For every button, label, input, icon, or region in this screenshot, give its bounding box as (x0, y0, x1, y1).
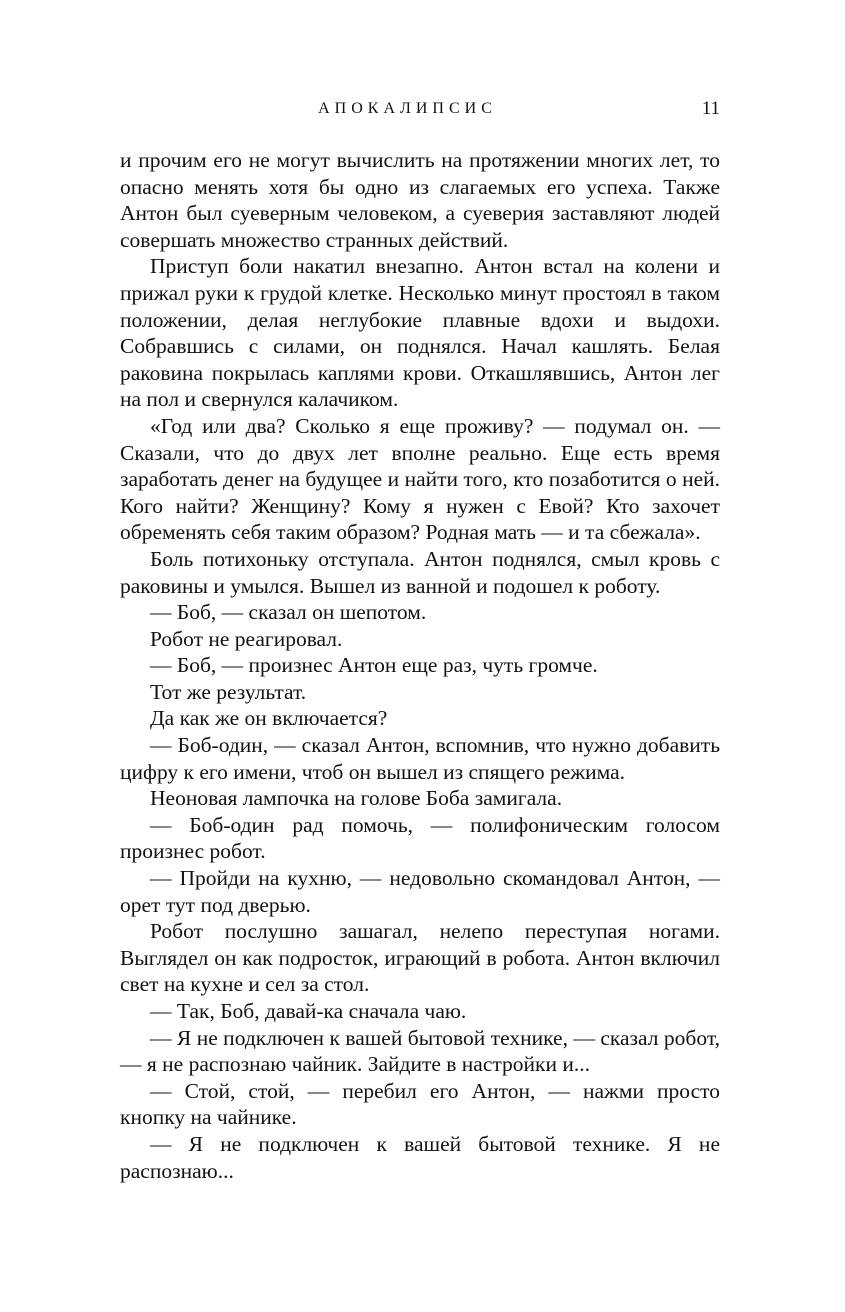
dialogue-line: — Боб-один рад помочь, — полифоническим голосом произнес робот. (120, 812, 720, 864)
dialogue-line: — Пройди на кухню, — недовольно скомандовал Антон, — орет тут под дверью. (120, 866, 720, 917)
paragraph: Боль потихоньку отступала. Антон поднялся, смыл кровь с раковины и умылся. Вышел из ванной и подошел к роботу. (120, 546, 720, 598)
running-header (0, 94, 845, 124)
dialogue-line: — Я не подключен к вашей бытовой технике. Я не распознаю... (120, 1131, 720, 1183)
paragraph: Приступ боли накатил внезапно. Антон встал на колени и прижал руки к грудой клетке. Несколько минут простоял в таком положении, делая неглубокие плавные вдохи и выдохи. Собравшись с силами, он поднялся. Начал кашлять. Белая раковина покрылась каплями крови. Откашлявшись, Антон лег на пол и свернулся калачиком. (120, 254, 720, 412)
dialogue-line: — Боб, — произнес Антон еще раз, чуть громче. (150, 653, 598, 678)
paragraph: Неоновая лампочка на голове Боба замигала. (150, 786, 563, 811)
paragraph: и прочим его не могут вычислить на протяжении многих лет, то опасно менять хотя бы одно из слагаемых его успеха. Также Антон был суеверным человеком, а суеверия заставляют людей совершать множество странных действий. (120, 148, 720, 252)
paragraph: «Год или два? Сколько я еще проживу? — подумал он. — Сказали, что до двух лет вполне реально. Еще есть время заработать денег на будущее и найти того, кто позаботится о ней. Кого найти? Женщину? Кому я нужен с Евой? Кто захочет обременять себя таким образом? Родная мать — и та сбежала». (120, 413, 720, 545)
paragraph: Робот не реагировал. (150, 626, 343, 651)
paragraph: Да как же он включается? (150, 706, 388, 731)
dialogue-line: — Боб, — сказал он шепотом. (150, 600, 427, 625)
page-number: 11 (701, 98, 720, 119)
body-text (120, 147, 720, 1184)
dialogue-line: — Так, Боб, давай-ка сначала чаю. (150, 999, 467, 1023)
dialogue-line: — Я не подключен к вашей бытовой технике, — сказал робот, — я не распознаю чайник. Зайдите в настройки и... (120, 1025, 720, 1077)
paragraph: Тот же результат. (150, 679, 307, 704)
dialogue-line: — Стой, стой, — перебил его Антон, — нажми просто кнопку на чайнике. (120, 1078, 720, 1130)
dialogue-line: — Боб-один, — сказал Антон, вспомнив, что нужно добавить цифру к его имени, чтоб он вышел из спящего режима. (120, 733, 720, 784)
running-title: АПОКАЛИПСИС (318, 100, 497, 117)
paragraph: Робот послушно зашагал, нелепо переступая ногами. Выглядел он как подросток, играющий в робота. Антон включил свет на кухне и сел за стол. (120, 919, 720, 997)
